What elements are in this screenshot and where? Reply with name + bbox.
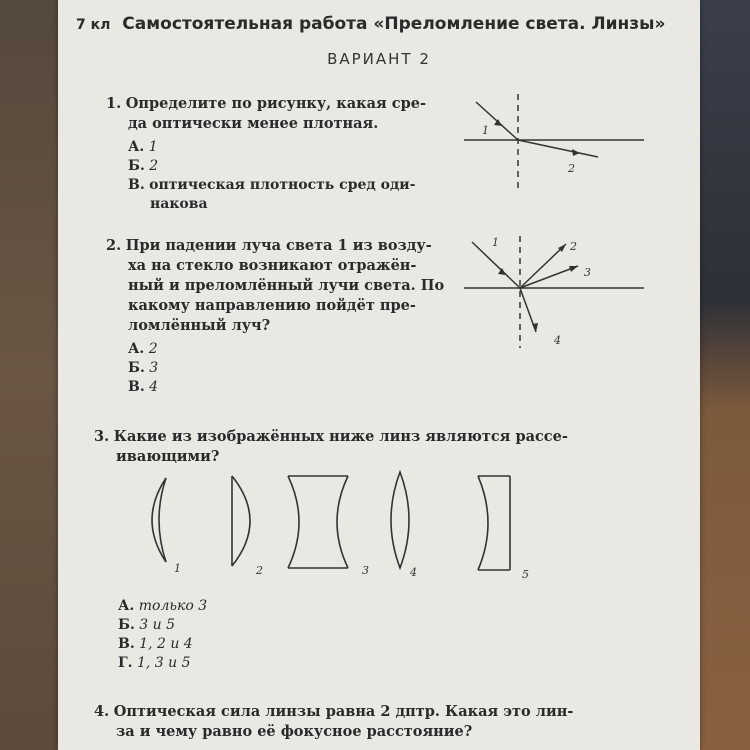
question-text-line: Определите по рисунку, какая сре- — [125, 95, 426, 112]
answer-option-b: Б. 2 — [128, 158, 159, 174]
question-text-line: Оптическая сила линзы равна 2 дптр. Какая это лин- — [113, 703, 574, 720]
question-4 — [94, 702, 674, 742]
refraction-diagram-1 — [458, 92, 648, 192]
question-text-line: ный и преломлённый лучи света. По — [128, 277, 445, 294]
worksheet-page — [58, 0, 700, 750]
question-text-line: за и чему равно её фокусное расстояние? — [116, 723, 473, 740]
question-text-line: ломлённый луч? — [128, 317, 271, 334]
answer-option-c: В. 1, 2 и 4 — [118, 636, 193, 652]
grade-label: 7 кл — [76, 17, 111, 33]
answer-option-d: Г. 1, 3 и 5 — [118, 655, 191, 671]
answer-option-b: Б. 3 — [128, 360, 159, 376]
question-text-line: При падении луча света 1 из возду- — [125, 237, 432, 254]
page-header — [76, 14, 686, 34]
answer-option-b: Б. 3 и 5 — [118, 617, 176, 633]
ray-label-3: 3 — [584, 266, 591, 279]
lens-4 — [391, 472, 409, 568]
question-2 — [106, 236, 466, 397]
variant-label: ВАРИАНТ 2 — [327, 50, 431, 68]
background-left — [0, 0, 60, 750]
ray-label-2: 2 — [568, 162, 575, 175]
lens-label-2: 2 — [256, 564, 263, 577]
question-3 — [94, 427, 654, 467]
answer-option-c: В. оптическая плотность сред оди- — [128, 177, 416, 193]
lens-2 — [232, 476, 250, 566]
question-1 — [106, 94, 466, 214]
lenses-diagram — [138, 470, 578, 580]
question-number: 1. — [106, 95, 122, 112]
page-title: Самостоятельная работа «Преломление света. Линзы» — [122, 14, 666, 34]
question-text-line: Какие из изображённых ниже линз являются рассе- — [113, 428, 568, 445]
question-number: 2. — [106, 237, 122, 254]
question-text-line: да оптически менее плотная. — [128, 115, 379, 132]
lens-label-4: 4 — [410, 566, 417, 579]
ray-label-1: 1 — [492, 236, 499, 249]
lens-3 — [288, 476, 348, 568]
lens-label-5: 5 — [522, 568, 529, 580]
ray-label-4: 4 — [554, 334, 561, 347]
question-text-line: какому направлению пойдёт пре- — [128, 297, 416, 314]
ray-label-2: 2 — [570, 240, 577, 253]
question-number: 3. — [94, 428, 110, 445]
refraction-diagram-2 — [458, 232, 648, 352]
question-text-line: ха на стекло возникают отражён- — [128, 257, 417, 274]
question-text-line: ивающими? — [116, 448, 220, 465]
answer-option-a: А. 1 — [128, 139, 158, 155]
question-3-options — [118, 597, 418, 673]
answer-option-c: В. 4 — [128, 379, 159, 395]
ray-label-1: 1 — [482, 124, 489, 137]
answer-option-a: А. только 3 — [118, 598, 208, 614]
lens-label-3: 3 — [362, 564, 369, 577]
lens-label-1: 1 — [174, 562, 181, 575]
answer-option-c-cont: накова — [150, 196, 208, 212]
lens-5 — [478, 476, 510, 570]
answer-option-a: А. 2 — [128, 341, 158, 357]
question-number: 4. — [94, 703, 110, 720]
lens-1 — [152, 478, 166, 562]
